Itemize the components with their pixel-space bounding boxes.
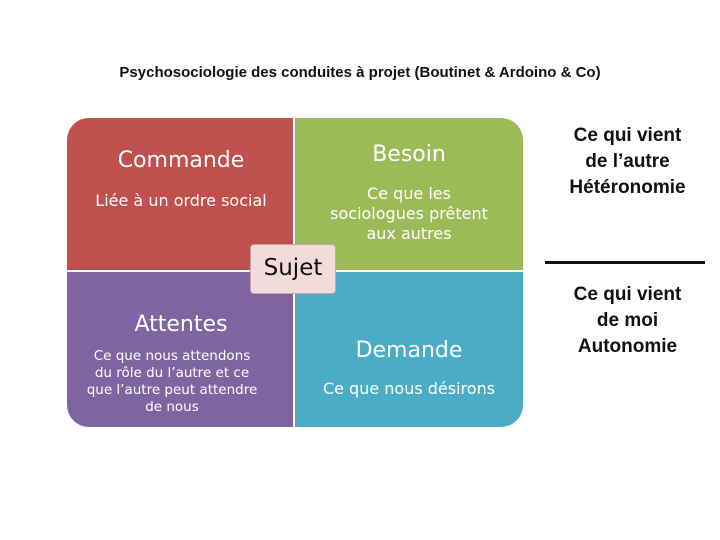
side-bottom-line: Ce qui vient xyxy=(573,284,682,305)
divider-line xyxy=(545,261,705,264)
commande-heading: Commande xyxy=(117,148,245,173)
diagram-title: Psychosociologie des conduites à projet (Boutinet & Ardoino & Co) xyxy=(119,64,601,81)
quadrant-demande xyxy=(295,272,523,427)
side-label-heteronomie xyxy=(540,123,715,201)
attentes-line: que l’autre peut attendre xyxy=(86,382,258,398)
side-top-line: Hétéronomie xyxy=(569,177,686,198)
side-top-line: de l’autre xyxy=(585,151,670,172)
attentes-line: du rôle du l’autre et ce xyxy=(94,365,250,381)
besoin-text xyxy=(295,184,523,244)
side-bottom-line: Autonomie xyxy=(577,336,678,357)
attentes-line: de nous xyxy=(145,399,199,415)
besoin-line: Ce que les xyxy=(367,184,451,203)
side-top-line: Ce qui vient xyxy=(573,125,682,146)
attentes-heading: Attentes xyxy=(134,312,228,337)
commande-text: Liée à un ordre social xyxy=(95,191,267,210)
attentes-line: Ce que nous attendons xyxy=(93,348,251,364)
besoin-line: sociologues prêtent xyxy=(330,204,488,223)
quadrant-attentes xyxy=(67,272,295,427)
besoin-heading: Besoin xyxy=(372,142,446,167)
side-bottom-line: de moi xyxy=(596,310,659,331)
attentes-text xyxy=(67,348,277,416)
demande-text: Ce que nous désirons xyxy=(322,379,496,398)
besoin-line: aux autres xyxy=(366,224,452,243)
demande-heading: Demande xyxy=(355,338,463,363)
side-label-autonomie xyxy=(540,282,715,360)
sujet-box: Sujet xyxy=(250,244,336,294)
